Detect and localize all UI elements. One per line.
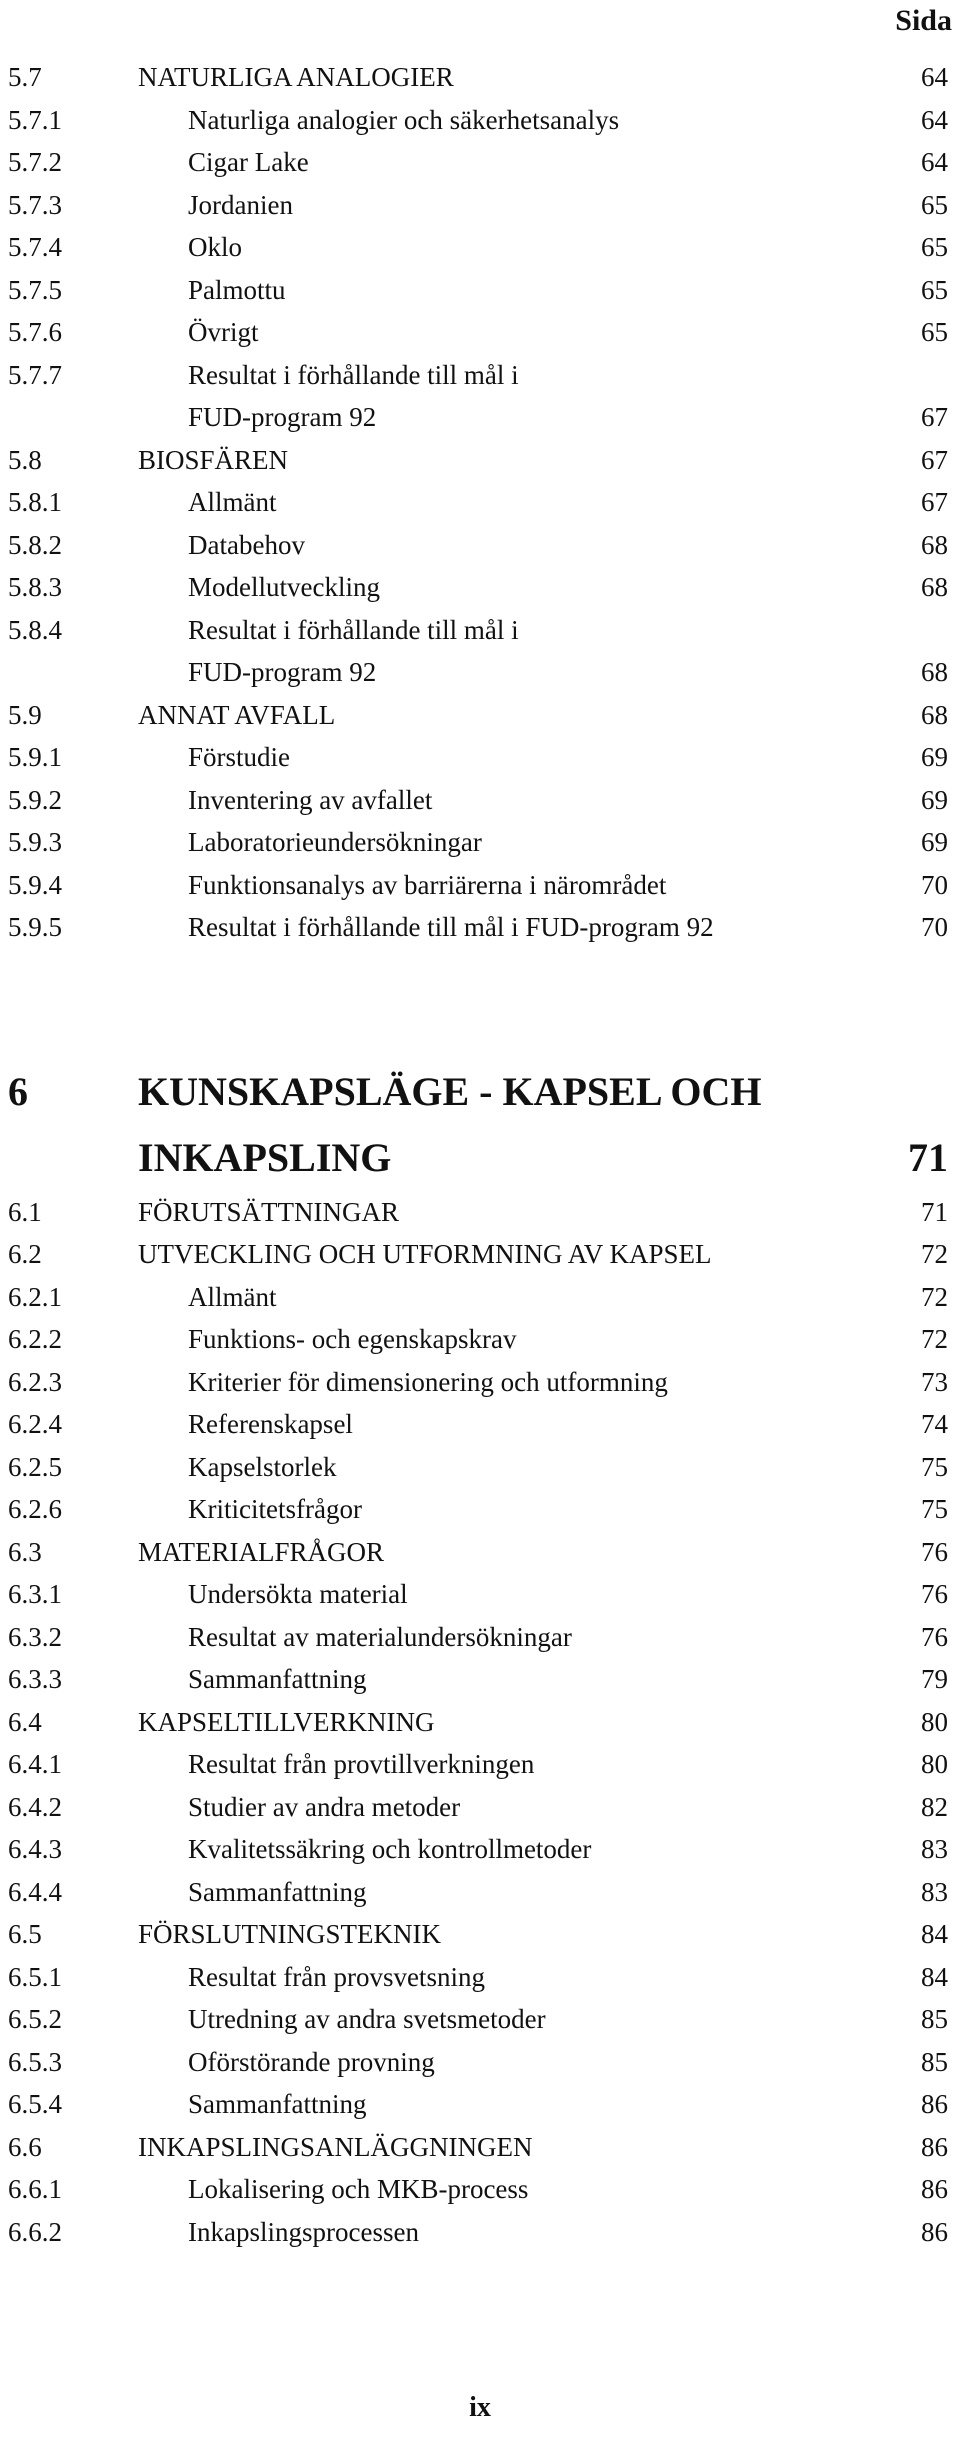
toc-entry-number: 6.1 <box>8 1196 42 1227</box>
toc-entry-number: 6.5.3 <box>8 2046 62 2077</box>
toc-section-5 <box>8 56 948 949</box>
toc-entry-title: Studier av andra metoder <box>188 1791 461 1822</box>
toc-entry-page: 65 <box>921 232 948 262</box>
toc-entry-page: 75 <box>921 1451 948 1482</box>
toc-entry-page: 72 <box>921 1324 948 1354</box>
toc-entry <box>8 396 948 439</box>
chapter-heading <box>8 1059 948 1125</box>
toc-entry-title: FUD-program 92 <box>188 657 377 687</box>
toc-entry <box>8 99 948 142</box>
toc-entry <box>8 184 948 227</box>
toc-entry <box>8 2083 948 2126</box>
section-spacer <box>8 949 948 1059</box>
toc-entry <box>8 1191 948 1234</box>
toc-entry <box>8 609 948 652</box>
toc-entry-page: 65 <box>921 274 948 305</box>
toc-entry-number: 5.7.7 <box>8 359 62 390</box>
toc-entry-title: FUD-program 92 <box>188 402 377 432</box>
toc-entry-title: Funktions- och egenskapskrav <box>188 1324 517 1354</box>
toc-entry-title: Resultat från provtillverkningen <box>188 1749 535 1779</box>
toc-entry <box>8 1786 948 1829</box>
toc-entry-title: Kriterier för dimensionering och utformning <box>188 1366 668 1397</box>
toc-entry-page: 76 <box>921 1621 948 1652</box>
toc-entry-page: 73 <box>921 1366 948 1397</box>
toc-entry-number: 5.8.2 <box>8 529 62 560</box>
toc-entry-number: 6.4.1 <box>8 1749 62 1779</box>
toc-entry <box>8 1701 948 1744</box>
toc-entry-page: 85 <box>921 2004 948 2034</box>
toc-entry <box>8 1361 948 1404</box>
toc-entry-page: 76 <box>921 1536 948 1567</box>
toc-entry <box>8 2126 948 2169</box>
toc-entry-title: FÖRUTSÄTTNINGAR <box>138 1196 400 1227</box>
toc-entry <box>8 1913 948 1956</box>
toc-entry <box>8 1276 948 1319</box>
toc-entry-title: Jordanien <box>188 189 293 220</box>
toc-entry-number: 5.9 <box>8 699 42 730</box>
toc-entry <box>8 694 948 737</box>
toc-entry-number: 5.9.3 <box>8 827 62 857</box>
toc-entry-number: 6.4.2 <box>8 1791 62 1822</box>
chapter-title-line2: INKAPSLING <box>138 1134 392 1180</box>
toc-entry <box>8 566 948 609</box>
toc-entry-title: MATERIALFRÅGOR <box>138 1536 385 1567</box>
toc-entry-page: 68 <box>921 657 948 687</box>
toc-entry-page: 68 <box>921 529 948 560</box>
toc-entry-page: 65 <box>921 317 948 347</box>
toc-entry-page: 86 <box>921 2174 948 2204</box>
toc-entry-title: INKAPSLINGSANLÄGGNINGEN <box>138 2131 533 2162</box>
toc-entry-page: 70 <box>921 912 948 942</box>
toc-entry-page: 67 <box>921 402 948 432</box>
toc-entry-page: 67 <box>921 487 948 517</box>
toc-entry <box>8 779 948 822</box>
toc-entry-number: 6.5.2 <box>8 2004 62 2034</box>
toc-entry-number: 5.8.4 <box>8 614 62 645</box>
toc-entry <box>8 439 948 482</box>
toc-entry-page: 84 <box>921 1919 948 1949</box>
toc-entry-title: Funktionsanalys av barriärerna i närområdet <box>188 869 667 900</box>
toc-entry-number: 6.5.1 <box>8 1961 62 1992</box>
toc-entry-number: 5.8.3 <box>8 572 62 602</box>
toc-entry <box>8 2211 948 2254</box>
toc-entry-page: 72 <box>921 1239 948 1269</box>
page-number: ix <box>469 2392 491 2423</box>
toc-entry <box>8 1828 948 1871</box>
toc-entry <box>8 1233 948 1276</box>
toc-entry-number: 5.7.3 <box>8 189 62 220</box>
toc-entry <box>8 56 948 99</box>
toc-entry-page: 85 <box>921 2046 948 2077</box>
toc-entry-number: 6.2.4 <box>8 1409 62 1439</box>
toc-entry-title: NATURLIGA ANALOGIER <box>138 62 454 92</box>
toc-entry <box>8 226 948 269</box>
toc-entry-title: Utredning av andra svetsmetoder <box>188 2004 546 2034</box>
toc-entry-title: Databehov <box>188 529 305 560</box>
toc-entry-title: ANNAT AVFALL <box>138 699 336 730</box>
toc-entry-title: Kriticitetsfrågor <box>188 1494 362 1524</box>
toc-entry <box>8 1658 948 1701</box>
toc-entry-number: 6.3 <box>8 1536 42 1567</box>
toc-entry-page: 86 <box>921 2089 948 2119</box>
toc-entry-number: 6.4.4 <box>8 1876 62 1907</box>
toc-entry <box>8 2041 948 2084</box>
toc-entry-page: 83 <box>921 1876 948 1907</box>
toc-entry-page: 75 <box>921 1494 948 1524</box>
toc-entry-title: Undersökta material <box>188 1579 408 1609</box>
toc-entry-number: 6.2.1 <box>8 1281 62 1312</box>
toc-entry-title: Resultat i förhållande till mål i FUD-program 92 <box>188 912 714 942</box>
toc-entry-page: 69 <box>921 742 948 772</box>
toc-entry-page: 74 <box>921 1409 948 1439</box>
toc-entry-title: Sammanfattning <box>188 1876 367 1907</box>
toc-entry-title: Allmänt <box>188 487 277 517</box>
toc-entry-page: 67 <box>921 444 948 475</box>
toc-entry <box>8 1488 948 1531</box>
toc-entry-title: Resultat av materialundersökningar <box>188 1621 572 1652</box>
toc-entry-page: 84 <box>921 1961 948 1992</box>
toc-section-6 <box>8 1191 948 2254</box>
toc-entry <box>8 906 948 949</box>
toc-entry-title: Sammanfattning <box>188 1664 367 1694</box>
table-of-contents <box>8 56 948 2253</box>
toc-entry <box>8 1403 948 1446</box>
toc-entry-title: Resultat i förhållande till mål i <box>188 614 519 645</box>
toc-entry-number: 6.2 <box>8 1239 42 1269</box>
toc-entry-title: Palmottu <box>188 274 286 305</box>
toc-entry-number: 5.9.1 <box>8 742 62 772</box>
chapter-title-line1: KUNSKAPSLÄGE - KAPSEL OCH <box>138 1068 762 1114</box>
toc-entry <box>8 1446 948 1489</box>
toc-entry-number: 5.9.4 <box>8 869 62 900</box>
toc-entry-title: Resultat i förhållande till mål i <box>188 359 519 390</box>
toc-entry-page: 79 <box>921 1664 948 1694</box>
toc-entry <box>8 311 948 354</box>
toc-entry-title: Kvalitetssäkring och kontrollmetoder <box>188 1834 592 1864</box>
toc-entry-page: 64 <box>921 147 948 177</box>
toc-entry <box>8 2168 948 2211</box>
toc-entry-number: 6.3.2 <box>8 1621 62 1652</box>
toc-entry-page: 86 <box>921 2216 948 2247</box>
toc-entry-page: 86 <box>921 2131 948 2162</box>
toc-entry <box>8 1616 948 1659</box>
toc-entry-title: Naturliga analogier och säkerhetsanalys <box>188 104 620 135</box>
toc-entry-number: 6.4 <box>8 1706 42 1737</box>
toc-entry-title: BIOSFÄREN <box>138 444 289 475</box>
toc-entry-number: 6.3.1 <box>8 1579 62 1609</box>
toc-entry-title: Referenskapsel <box>188 1409 353 1439</box>
toc-entry-title: Förstudie <box>188 742 291 772</box>
toc-entry-title: Modellutveckling <box>188 572 380 602</box>
toc-entry-number: 5.8 <box>8 444 42 475</box>
toc-entry-number: 5.7.4 <box>8 232 62 262</box>
toc-entry-number: 6.4.3 <box>8 1834 62 1864</box>
toc-entry-number: 6.2.5 <box>8 1451 62 1482</box>
toc-entry-page: 72 <box>921 1281 948 1312</box>
toc-entry-number: 5.9.2 <box>8 784 62 815</box>
toc-entry-title: Inkapslingsprocessen <box>188 2216 419 2247</box>
toc-entry-title: Lokalisering och MKB-process <box>188 2174 529 2204</box>
chapter-page-number: 71 <box>908 1134 948 1180</box>
toc-entry-page: 64 <box>921 62 948 92</box>
toc-entry-number: 6.2.6 <box>8 1494 62 1524</box>
toc-entry-page: 69 <box>921 784 948 815</box>
toc-entry-number: 5.7.6 <box>8 317 62 347</box>
toc-entry-number: 6.6 <box>8 2131 42 2162</box>
toc-entry-title: UTVECKLING OCH UTFORMNING AV KAPSEL <box>138 1239 712 1269</box>
toc-entry <box>8 524 948 567</box>
page-column-header: Sida <box>895 4 952 37</box>
toc-entry <box>8 1318 948 1361</box>
toc-entry-title: Oförstörande provning <box>188 2046 435 2077</box>
toc-entry <box>8 651 948 694</box>
toc-entry-title: Inventering av avfallet <box>188 784 433 815</box>
toc-entry-title: Övrigt <box>188 317 259 347</box>
toc-entry-title: KAPSELTILLVERKNING <box>138 1706 435 1737</box>
toc-entry-number: 6.5.4 <box>8 2089 62 2119</box>
toc-entry-title: Kapselstorlek <box>188 1451 337 1482</box>
toc-entry <box>8 1531 948 1574</box>
toc-entry-title: Cigar Lake <box>188 147 309 177</box>
toc-entry-number: 6.3.3 <box>8 1664 62 1694</box>
toc-entry-number: 5.7.1 <box>8 104 62 135</box>
toc-entry-number: 6.2.2 <box>8 1324 62 1354</box>
toc-entry-number: 6.5 <box>8 1919 42 1949</box>
toc-entry <box>8 1956 948 1999</box>
toc-entry <box>8 821 948 864</box>
toc-entry-page: 80 <box>921 1706 948 1737</box>
toc-entry-number: 5.8.1 <box>8 487 62 517</box>
toc-entry-page: 71 <box>921 1196 948 1227</box>
toc-entry-page: 82 <box>921 1791 948 1822</box>
toc-entry-page: 69 <box>921 827 948 857</box>
toc-entry-page: 68 <box>921 572 948 602</box>
toc-entry-page: 64 <box>921 104 948 135</box>
toc-entry-number: 5.7.5 <box>8 274 62 305</box>
toc-entry-number: 5.9.5 <box>8 912 62 942</box>
toc-entry-number: 6.2.3 <box>8 1366 62 1397</box>
toc-entry-title: Sammanfattning <box>188 2089 367 2119</box>
toc-entry-page: 68 <box>921 699 948 730</box>
toc-entry-page: 83 <box>921 1834 948 1864</box>
toc-entry-page: 80 <box>921 1749 948 1779</box>
toc-entry-number: 6.6.2 <box>8 2216 62 2247</box>
toc-entry <box>8 736 948 779</box>
toc-entry-page: 76 <box>921 1579 948 1609</box>
toc-entry-title: Resultat från provsvetsning <box>188 1961 485 1992</box>
toc-entry <box>8 354 948 397</box>
toc-entry-title: Laboratorieundersökningar <box>188 827 482 857</box>
toc-entry <box>8 481 948 524</box>
toc-entry-title: FÖRSLUTNINGSTEKNIK <box>138 1919 441 1949</box>
toc-entry-page: 70 <box>921 869 948 900</box>
toc-entry <box>8 864 948 907</box>
chapter-number: 6 <box>8 1068 28 1114</box>
toc-entry <box>8 1871 948 1914</box>
toc-entry-title: Allmänt <box>188 1281 277 1312</box>
toc-entry <box>8 141 948 184</box>
toc-entry <box>8 269 948 312</box>
toc-entry <box>8 1998 948 2041</box>
toc-entry-page: 65 <box>921 189 948 220</box>
toc-entry <box>8 1743 948 1786</box>
toc-entry-number: 5.7.2 <box>8 147 62 177</box>
chapter-heading-continued <box>8 1125 948 1191</box>
toc-entry-number: 5.7 <box>8 62 42 92</box>
toc-entry-title: Oklo <box>188 232 242 262</box>
toc-entry-number: 6.6.1 <box>8 2174 62 2204</box>
toc-entry <box>8 1573 948 1616</box>
